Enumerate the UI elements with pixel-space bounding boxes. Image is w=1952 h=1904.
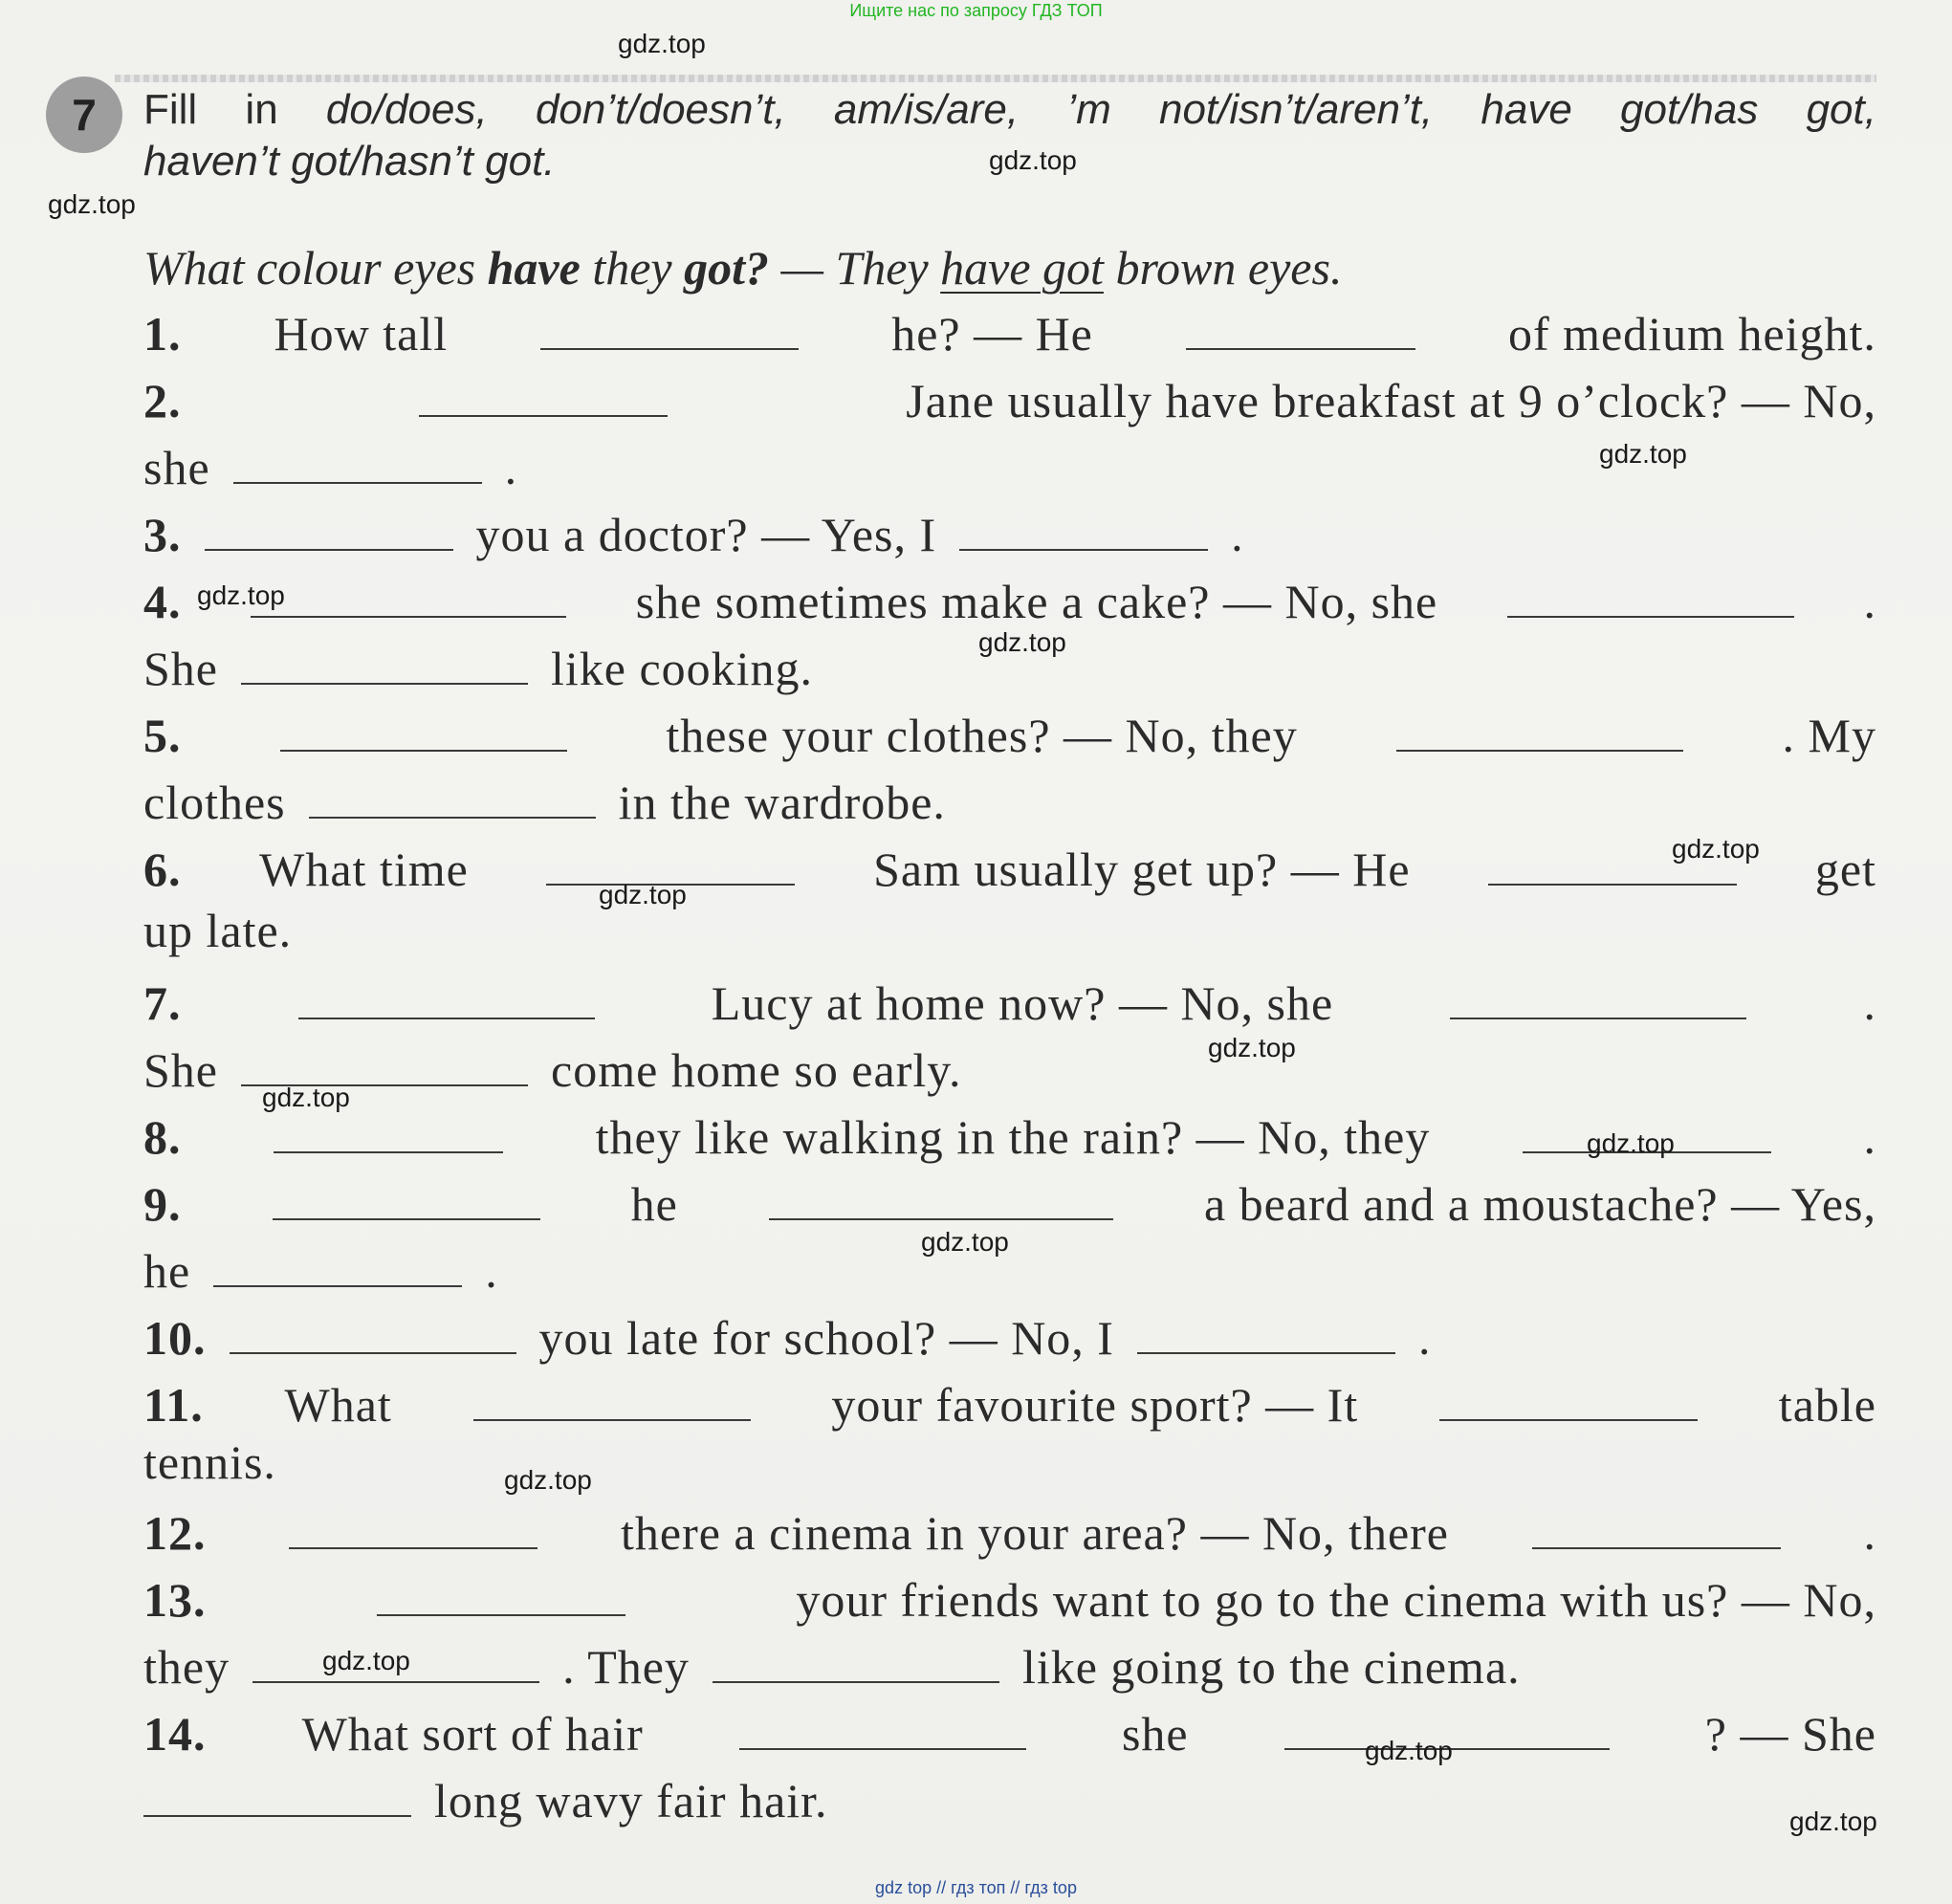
answer-blank[interactable] [959,507,1208,551]
answer-blank[interactable] [241,641,528,685]
header-rule [115,75,1876,82]
watermark[interactable]: gdz.top [197,580,285,610]
instruction-line-2: haven’t got/hasn’t got. [143,138,556,185]
answer-blank[interactable] [251,574,566,618]
answer-blank[interactable] [205,507,453,551]
exercise-number-badge: 7 [46,77,122,153]
item-9: 9. he a beard and a moustache? — Yes, [143,1177,1876,1231]
answer-blank[interactable] [1137,1310,1395,1354]
answer-blank[interactable] [1532,1505,1781,1549]
item-2: 2. Jane usually have breakfast at 9 o’clock? — No, [143,374,1876,427]
answer-blank[interactable] [713,1639,999,1683]
answer-blank[interactable] [280,708,567,752]
answer-blank[interactable] [1439,1377,1698,1421]
watermark[interactable]: gdz.top [262,1083,350,1112]
item-11-cont: tennis. [143,1435,276,1489]
item-2-cont: she . [143,441,518,494]
item-3: 3. you a doctor? — Yes, I . [143,508,1244,561]
watermark[interactable]: gdz.top [48,189,136,219]
item-13-cont: they . They like going to the cinema. [143,1640,1521,1694]
item-5-cont: clothes in the wardrobe. [143,776,946,829]
watermark[interactable]: gdz.top [921,1227,1009,1257]
watermark[interactable]: gdz.top [504,1465,592,1495]
answer-blank[interactable] [739,1706,1026,1750]
answer-blank[interactable] [213,1243,462,1287]
watermark[interactable]: gdz.top [1789,1806,1877,1836]
item-10: 10. you late for school? — No, I . [143,1311,1432,1365]
item-14-cont: long wavy fair hair. [143,1769,1876,1832]
item-9-cont: he . [143,1244,498,1298]
item-5: 5. these your clothes? — No, they . My [143,709,1876,762]
answer-blank[interactable] [419,373,668,417]
item-14: 14. What sort of hair she ? — She [143,1707,1876,1761]
answer-blank[interactable] [143,1773,411,1817]
answer-blank[interactable] [1396,708,1683,752]
answer-blank[interactable] [230,1310,516,1354]
watermark[interactable]: gdz.top [618,29,706,58]
top-banner[interactable]: Ищите нас по запросу ГДЗ ТОП [849,1,1103,20]
item-6-cont: up late. [143,904,293,957]
item-1: 1. How tall he? — He of medium height. [143,307,1876,361]
answer-blank[interactable] [309,775,596,819]
item-6: 6. What time Sam usually get up? — He get [143,843,1876,896]
watermark[interactable]: gdz.top [989,145,1077,175]
item-4: 4. she sometimes make a cake? — No, she . [143,575,1876,628]
answer-blank[interactable] [769,1176,1113,1220]
watermark[interactable]: gdz.top [599,880,687,909]
answer-blank[interactable] [473,1377,751,1421]
answer-blank[interactable] [1450,975,1746,1019]
footer-links[interactable]: gdz top // гдз топ // гдз top [875,1878,1077,1897]
answer-blank[interactable] [233,440,482,484]
answer-blank[interactable] [377,1572,625,1616]
answer-blank[interactable] [298,975,595,1019]
watermark[interactable]: gdz.top [1365,1736,1453,1765]
answer-blank[interactable] [1186,306,1415,350]
answer-blank[interactable] [274,1109,503,1153]
answer-blank[interactable] [241,1042,528,1086]
watermark[interactable]: gdz.top [1208,1033,1296,1062]
item-8: 8. they like walking in the rain? — No, they . [143,1110,1876,1164]
watermark[interactable]: gdz.top [1672,834,1760,864]
answer-blank[interactable] [540,306,799,350]
answer-blank[interactable] [289,1505,537,1549]
answer-blank[interactable] [1507,574,1794,618]
example-sentence: What colour eyes have they got? — They have got brown eyes. [143,241,1343,295]
item-4-cont: She like cooking. [143,642,814,695]
watermark[interactable]: gdz.top [978,627,1066,657]
watermark[interactable]: gdz.top [1599,439,1687,469]
item-7-cont: She come home so early. [143,1043,962,1097]
item-13: 13. your friends want to go to the cinema with us? — No, [143,1573,1876,1627]
item-7: 7. Lucy at home now? — No, she . [143,976,1876,1030]
watermark[interactable]: gdz.top [322,1646,410,1675]
instruction-line-1: Fill in do/does, don’t/doesn’t, am/is/are, ’m not/isn’t/aren’t, have got/has got, [143,86,1876,133]
item-11: 11. What your favourite sport? — It table [143,1378,1876,1432]
answer-blank[interactable] [273,1176,540,1220]
watermark[interactable]: gdz.top [1587,1128,1675,1158]
item-12: 12. there a cinema in your area? — No, there . [143,1506,1876,1560]
